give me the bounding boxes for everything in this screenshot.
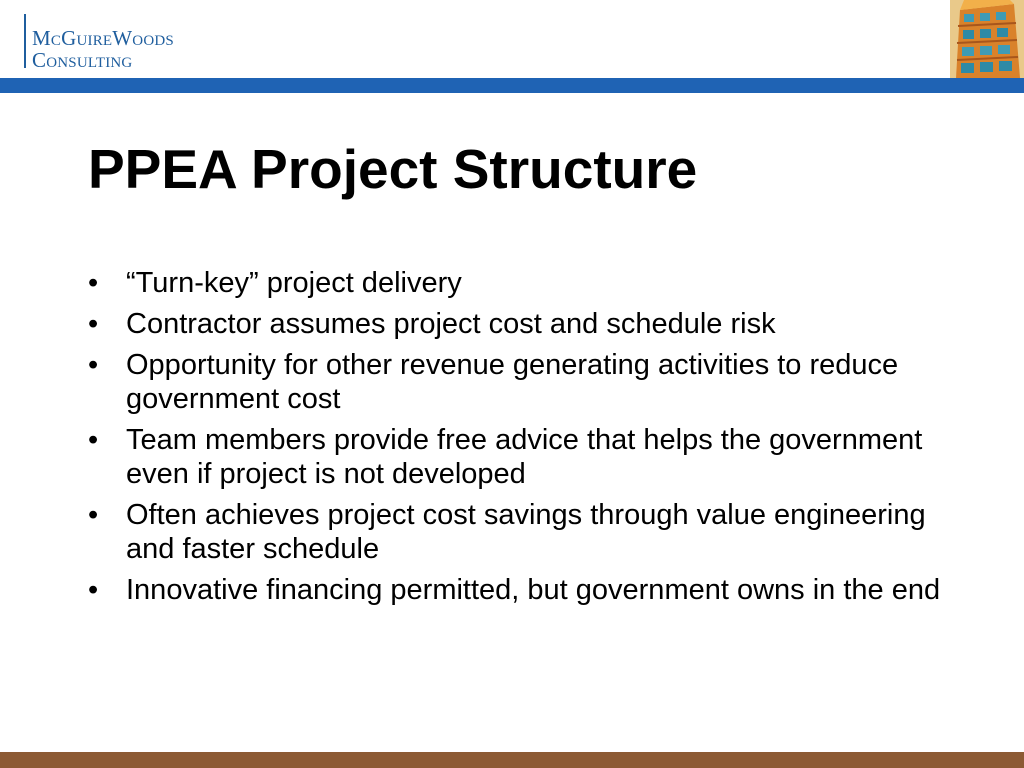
bullet-text: “Turn-key” project delivery [126, 267, 462, 299]
building-icon [950, 0, 1024, 78]
logo-text-consulting: CONSULTING [32, 48, 133, 72]
bullet-item [86, 573, 946, 607]
logo-divider [24, 14, 26, 68]
building-illustration [950, 0, 1024, 78]
bullet-text: Team members provide free advice that helps the government even if project is not developed [126, 424, 923, 490]
bullet-marker: • [88, 424, 99, 456]
bullet-text: Contractor assumes project cost and schedule risk [126, 308, 776, 340]
bullet-marker: • [88, 574, 99, 606]
mcguirewoods-consulting-logo [24, 12, 199, 72]
header-blue-band [0, 78, 1024, 93]
bullet-marker: • [88, 349, 99, 381]
slide-title: PPEA Project Structure [88, 138, 698, 200]
bullet-marker: • [88, 499, 99, 531]
footer-brown-band [0, 752, 1024, 768]
bullet-item [86, 307, 946, 341]
bullet-text: Opportunity for other revenue generating activities to reduce government cost [126, 349, 899, 415]
bullet-marker: • [88, 267, 99, 299]
bullet-item [86, 423, 946, 491]
bullet-marker: • [88, 308, 99, 340]
bullet-text: Often achieves project cost savings through value engineering and faster schedule [126, 499, 926, 565]
bullet-list [86, 266, 946, 614]
bullet-item [86, 266, 946, 300]
bullet-text: Innovative financing permitted, but government owns in the end [126, 574, 941, 606]
logo-text-mcguirewoods: MCGUIREWOODS [32, 26, 174, 50]
bullet-item [86, 498, 946, 566]
bullet-item [86, 348, 946, 416]
